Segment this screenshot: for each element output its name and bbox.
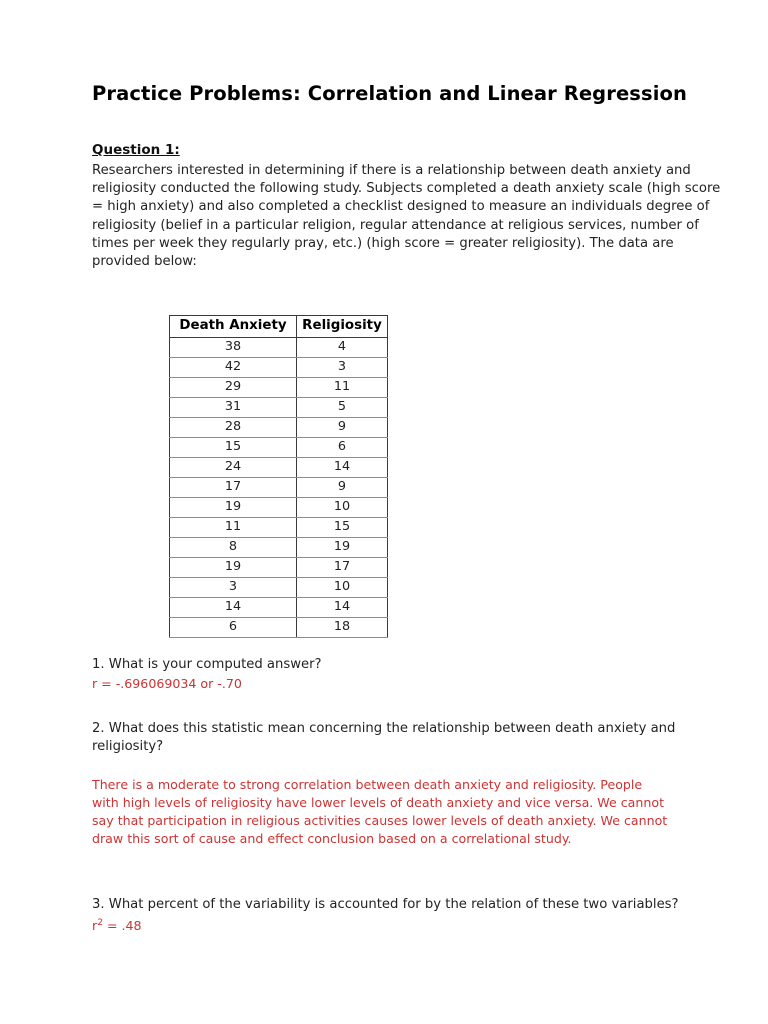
cell-religiosity: 9 [297, 477, 388, 497]
question-prompt-line: 3. What percent of the variability is accounted for by the relation of these two variables? [92, 897, 679, 913]
intro-line: Researchers interested in determining if there is a relationship between death anxiety and [92, 162, 691, 178]
cell-death-anxiety: 42 [170, 357, 297, 377]
spacer [92, 848, 768, 896]
intro-paragraph [92, 159, 768, 272]
cell-death-anxiety: 15 [170, 437, 297, 457]
table-row [170, 397, 388, 417]
cell-death-anxiety: 14 [170, 597, 297, 617]
cell-death-anxiety: 28 [170, 417, 297, 437]
answer-line: draw this sort of cause and effect conclusion based on a correlational study. [92, 831, 572, 847]
question-2-answer [92, 756, 768, 848]
intro-line: provided below: [92, 254, 197, 270]
question-2-block [92, 720, 768, 849]
table-row [170, 517, 388, 537]
spacer [92, 693, 768, 720]
answer-superscript: 2 [97, 917, 103, 928]
question-1-answer [92, 674, 768, 693]
table-header-row [170, 316, 388, 337]
intro-line: religiosity conducted the following study. Subjects completed a death anxiety scale (high score [92, 180, 721, 196]
document-content [92, 0, 768, 935]
intro-line: religiosity (belief in a particular religion, regular attendance at religious services, number of [92, 217, 699, 233]
cell-religiosity: 18 [297, 617, 388, 637]
cell-death-anxiety: 3 [170, 577, 297, 597]
cell-death-anxiety: 17 [170, 477, 297, 497]
question-prompt-line: 2. What does this statistic mean concerning the relationship between death anxiety and [92, 720, 676, 736]
table-row [170, 577, 388, 597]
table-row [170, 377, 388, 397]
cell-religiosity: 11 [297, 377, 388, 397]
cell-religiosity: 19 [297, 537, 388, 557]
answer-line: say that participation in religious activities causes lower levels of death anxiety. We cannot [92, 813, 668, 829]
answer-line: r = -.696069034 or -.70 [92, 675, 242, 691]
question-prompt-line: religiosity? [92, 739, 164, 755]
intro-line: = high anxiety) and also completed a checklist designed to measure an individuals degree of [92, 199, 710, 215]
question-1-heading: Question 1: [92, 142, 180, 159]
cell-death-anxiety: 6 [170, 617, 297, 637]
cell-death-anxiety: 19 [170, 557, 297, 577]
cell-religiosity: 17 [297, 557, 388, 577]
cell-death-anxiety: 19 [170, 497, 297, 517]
page-title: Practice Problems: Correlation and Linear Regression [92, 82, 687, 105]
cell-religiosity: 10 [297, 577, 388, 597]
cell-religiosity: 15 [297, 517, 388, 537]
data-table-container [92, 271, 768, 637]
table-row [170, 477, 388, 497]
table-row [170, 617, 388, 637]
table-row [170, 497, 388, 517]
table-row [170, 457, 388, 477]
question-1-block [92, 638, 768, 693]
cell-religiosity: 3 [297, 357, 388, 377]
cell-death-anxiety: 24 [170, 457, 297, 477]
table-row [170, 557, 388, 577]
answer-value: = .48 [102, 917, 142, 933]
cell-religiosity: 4 [297, 337, 388, 357]
intro-line: times per week they regularly pray, etc.) (high score = greater religiosity). The data are [92, 235, 674, 251]
table-row [170, 337, 388, 357]
cell-religiosity: 14 [297, 457, 388, 477]
question-1-prompt [92, 656, 768, 674]
table-body [170, 337, 388, 637]
cell-religiosity: 6 [297, 437, 388, 457]
cell-religiosity: 10 [297, 497, 388, 517]
question-2-prompt [92, 720, 768, 757]
column-header-death-anxiety: Death Anxiety [170, 316, 297, 337]
answer-line: There is a moderate to strong correlation between death anxiety and religiosity. People [92, 777, 643, 793]
table-row [170, 437, 388, 457]
answer-r-symbol: r [92, 917, 98, 933]
cell-death-anxiety: 11 [170, 517, 297, 537]
cell-religiosity: 9 [297, 417, 388, 437]
question-prompt-line: 1. What is your computed answer? [92, 656, 322, 672]
table-row [170, 417, 388, 437]
question-3-block [92, 896, 768, 934]
question-3-prompt [92, 896, 768, 914]
table-row [170, 597, 388, 617]
cell-death-anxiety: 8 [170, 537, 297, 557]
cell-death-anxiety: 38 [170, 337, 297, 357]
cell-death-anxiety: 31 [170, 397, 297, 417]
cell-death-anxiety: 29 [170, 377, 297, 397]
death-anxiety-religiosity-table [169, 315, 388, 637]
question-3-answer [92, 915, 768, 935]
answer-line: with high levels of religiosity have lower levels of death anxiety and vice versa. We cannot [92, 795, 665, 811]
cell-religiosity: 14 [297, 597, 388, 617]
cell-religiosity: 5 [297, 397, 388, 417]
table-row [170, 537, 388, 557]
table-row [170, 357, 388, 377]
column-header-religiosity: Religiosity [297, 316, 388, 337]
